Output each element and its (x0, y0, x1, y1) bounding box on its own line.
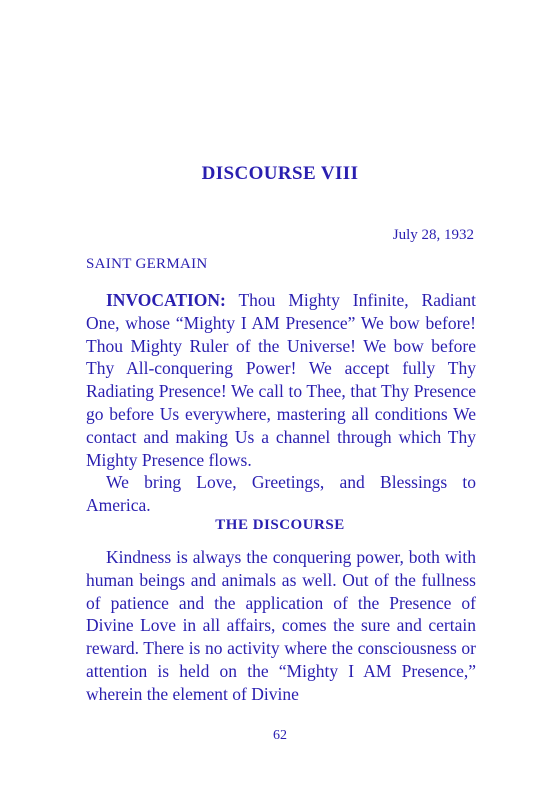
invocation-block (86, 289, 476, 517)
invocation-paragraph (86, 289, 476, 471)
section-heading: THE DISCOURSE (215, 517, 345, 533)
page-number: 62 (273, 728, 287, 743)
invocation-label: INVOCATION: (106, 290, 226, 310)
discourse-body (86, 546, 476, 706)
discourse-date: July 28, 1932 (392, 227, 474, 243)
speaker-name: SAINT GERMAIN (86, 256, 208, 272)
invocation-text: Thou Mighty Infinite, Radiant One, whose “Mighty I AM Presence” We bow before! Thou Mighty Ruler of the Universe! We bow before Thy All-conquering Power! We accept fully Thy Radiating Presence! We call to Thee, that Thy Presence go before Us everywhere, mastering all conditions We contact and making Us a channel through which Thy Mighty Presence flows. (86, 290, 476, 470)
discourse-paragraph: Kindness is always the conquering power, both with human beings and animals as well. Out of the fullness of patience and the application of the Presence of Divine Love in all affairs, comes the sure and certain reward. There is no activity where the consciousness or attention is held on the “Mighty I AM Presence,” wherein the element of Divine (86, 547, 476, 704)
greeting-paragraph: We bring Love, Greetings, and Blessings to America. (86, 472, 476, 516)
chapter-title: DISCOURSE VIII (201, 163, 359, 184)
